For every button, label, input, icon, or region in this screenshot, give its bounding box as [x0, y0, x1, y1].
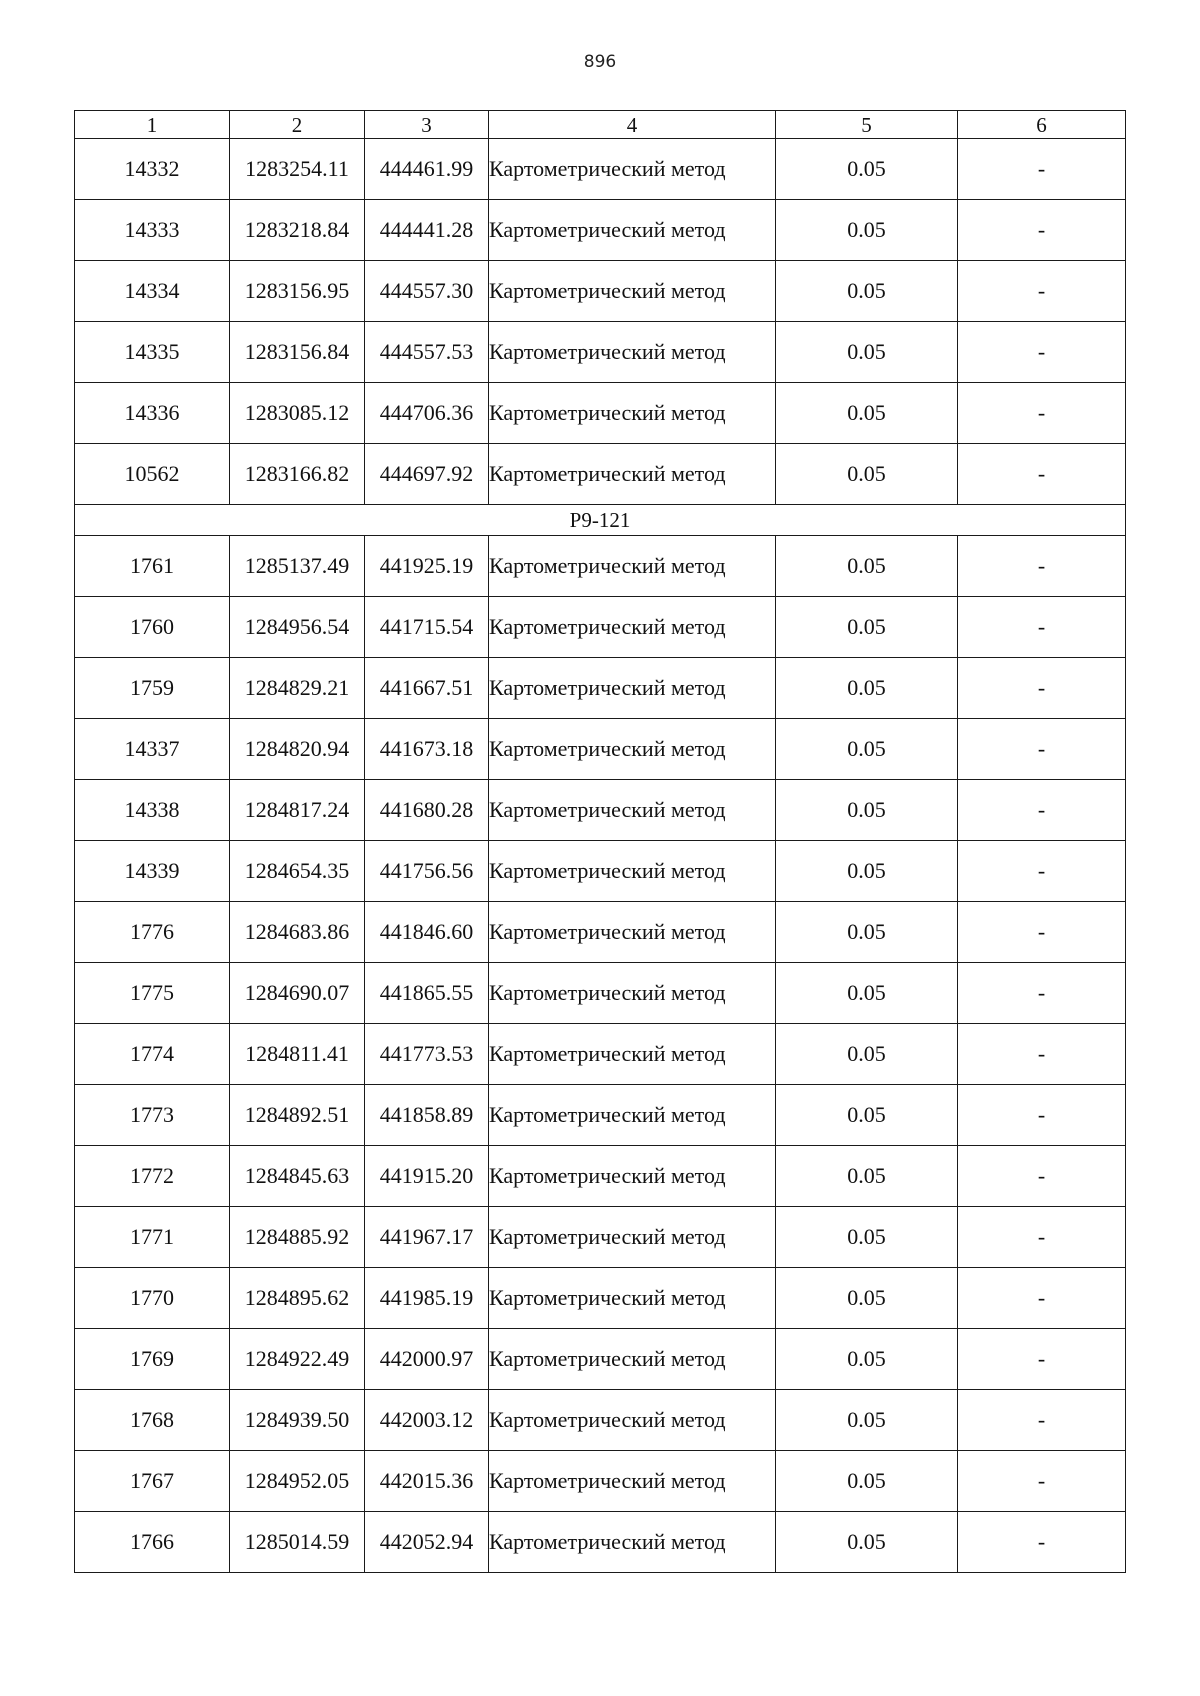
- accuracy-cell: 0.05: [776, 322, 958, 383]
- header-cell-6: 6: [958, 111, 1126, 139]
- accuracy-cell: 0.05: [776, 1207, 958, 1268]
- accuracy-cell: 0.05: [776, 902, 958, 963]
- note-cell: -: [958, 841, 1126, 902]
- x-coordinate-cell: 1284956.54: [230, 597, 365, 658]
- note-cell: -: [958, 1085, 1126, 1146]
- point-number-cell: 1769: [75, 1329, 230, 1390]
- y-coordinate-cell: 441967.17: [365, 1207, 489, 1268]
- point-number-cell: 1767: [75, 1451, 230, 1512]
- table-row: [75, 658, 1126, 719]
- header-cell-1: 1: [75, 111, 230, 139]
- header-cell-3: 3: [365, 111, 489, 139]
- accuracy-cell: 0.05: [776, 1024, 958, 1085]
- accuracy-cell: 0.05: [776, 139, 958, 200]
- table-row: [75, 1207, 1126, 1268]
- coordinates-table: [74, 110, 1126, 1573]
- method-cell: Картометрический метод: [489, 1085, 776, 1146]
- note-cell: -: [958, 200, 1126, 261]
- table-row: [75, 963, 1126, 1024]
- accuracy-cell: 0.05: [776, 597, 958, 658]
- point-number-cell: 1772: [75, 1146, 230, 1207]
- method-cell: Картометрический метод: [489, 597, 776, 658]
- note-cell: -: [958, 719, 1126, 780]
- y-coordinate-cell: 441667.51: [365, 658, 489, 719]
- section-label: Р9-121: [75, 505, 1126, 536]
- method-cell: Картометрический метод: [489, 780, 776, 841]
- method-cell: Картометрический метод: [489, 1024, 776, 1085]
- accuracy-cell: 0.05: [776, 1512, 958, 1573]
- x-coordinate-cell: 1284885.92: [230, 1207, 365, 1268]
- method-cell: Картометрический метод: [489, 719, 776, 780]
- x-coordinate-cell: 1284683.86: [230, 902, 365, 963]
- x-coordinate-cell: 1284829.21: [230, 658, 365, 719]
- method-cell: Картометрический метод: [489, 658, 776, 719]
- x-coordinate-cell: 1284654.35: [230, 841, 365, 902]
- y-coordinate-cell: 442015.36: [365, 1451, 489, 1512]
- note-cell: -: [958, 444, 1126, 505]
- method-cell: Картометрический метод: [489, 902, 776, 963]
- table-row: [75, 1268, 1126, 1329]
- y-coordinate-cell: 441680.28: [365, 780, 489, 841]
- y-coordinate-cell: 441773.53: [365, 1024, 489, 1085]
- note-cell: -: [958, 658, 1126, 719]
- accuracy-cell: 0.05: [776, 1268, 958, 1329]
- x-coordinate-cell: 1283156.95: [230, 261, 365, 322]
- y-coordinate-cell: 441865.55: [365, 963, 489, 1024]
- note-cell: -: [958, 261, 1126, 322]
- y-coordinate-cell: 441925.19: [365, 536, 489, 597]
- y-coordinate-cell: 442052.94: [365, 1512, 489, 1573]
- x-coordinate-cell: 1284690.07: [230, 963, 365, 1024]
- section-row: [75, 505, 1126, 536]
- accuracy-cell: 0.05: [776, 1451, 958, 1512]
- accuracy-cell: 0.05: [776, 1085, 958, 1146]
- table-row: [75, 1390, 1126, 1451]
- x-coordinate-cell: 1284922.49: [230, 1329, 365, 1390]
- table-row: [75, 1329, 1126, 1390]
- method-cell: Картометрический метод: [489, 200, 776, 261]
- y-coordinate-cell: 442000.97: [365, 1329, 489, 1390]
- accuracy-cell: 0.05: [776, 963, 958, 1024]
- point-number-cell: 10562: [75, 444, 230, 505]
- y-coordinate-cell: 441846.60: [365, 902, 489, 963]
- x-coordinate-cell: 1283085.12: [230, 383, 365, 444]
- method-cell: Картометрический метод: [489, 322, 776, 383]
- table-row: [75, 1146, 1126, 1207]
- method-cell: Картометрический метод: [489, 1146, 776, 1207]
- y-coordinate-cell: 444557.30: [365, 261, 489, 322]
- method-cell: Картометрический метод: [489, 963, 776, 1024]
- y-coordinate-cell: 444557.53: [365, 322, 489, 383]
- note-cell: -: [958, 780, 1126, 841]
- note-cell: -: [958, 1268, 1126, 1329]
- method-cell: Картометрический метод: [489, 1268, 776, 1329]
- point-number-cell: 14333: [75, 200, 230, 261]
- y-coordinate-cell: 441715.54: [365, 597, 489, 658]
- x-coordinate-cell: 1284817.24: [230, 780, 365, 841]
- note-cell: -: [958, 1024, 1126, 1085]
- table-row: [75, 1512, 1126, 1573]
- point-number-cell: 1759: [75, 658, 230, 719]
- y-coordinate-cell: 444706.36: [365, 383, 489, 444]
- table-row: [75, 1085, 1126, 1146]
- accuracy-cell: 0.05: [776, 1329, 958, 1390]
- x-coordinate-cell: 1284845.63: [230, 1146, 365, 1207]
- point-number-cell: 1776: [75, 902, 230, 963]
- point-number-cell: 14332: [75, 139, 230, 200]
- x-coordinate-cell: 1283218.84: [230, 200, 365, 261]
- method-cell: Картометрический метод: [489, 1329, 776, 1390]
- point-number-cell: 14338: [75, 780, 230, 841]
- point-number-cell: 1770: [75, 1268, 230, 1329]
- table-row: [75, 902, 1126, 963]
- note-cell: -: [958, 1329, 1126, 1390]
- page-number: 896: [583, 52, 617, 72]
- method-cell: Картометрический метод: [489, 383, 776, 444]
- table-row: [75, 719, 1126, 780]
- y-coordinate-cell: 441985.19: [365, 1268, 489, 1329]
- x-coordinate-cell: 1284811.41: [230, 1024, 365, 1085]
- note-cell: -: [958, 963, 1126, 1024]
- point-number-cell: 1766: [75, 1512, 230, 1573]
- note-cell: -: [958, 1390, 1126, 1451]
- accuracy-cell: 0.05: [776, 444, 958, 505]
- method-cell: Картометрический метод: [489, 139, 776, 200]
- table-row: [75, 841, 1126, 902]
- accuracy-cell: 0.05: [776, 261, 958, 322]
- point-number-cell: 1774: [75, 1024, 230, 1085]
- x-coordinate-cell: 1284820.94: [230, 719, 365, 780]
- method-cell: Картометрический метод: [489, 1512, 776, 1573]
- x-coordinate-cell: 1283166.82: [230, 444, 365, 505]
- x-coordinate-cell: 1284895.62: [230, 1268, 365, 1329]
- note-cell: -: [958, 139, 1126, 200]
- table-row: [75, 200, 1126, 261]
- accuracy-cell: 0.05: [776, 536, 958, 597]
- accuracy-cell: 0.05: [776, 719, 958, 780]
- x-coordinate-cell: 1284892.51: [230, 1085, 365, 1146]
- note-cell: -: [958, 536, 1126, 597]
- x-coordinate-cell: 1284939.50: [230, 1390, 365, 1451]
- table-row: [75, 444, 1126, 505]
- table-row: [75, 597, 1126, 658]
- point-number-cell: 1771: [75, 1207, 230, 1268]
- point-number-cell: 14335: [75, 322, 230, 383]
- note-cell: -: [958, 1512, 1126, 1573]
- point-number-cell: 14336: [75, 383, 230, 444]
- accuracy-cell: 0.05: [776, 780, 958, 841]
- note-cell: -: [958, 1207, 1126, 1268]
- header-cell-4: 4: [489, 111, 776, 139]
- header-cell-2: 2: [230, 111, 365, 139]
- note-cell: -: [958, 383, 1126, 444]
- y-coordinate-cell: 441915.20: [365, 1146, 489, 1207]
- table-row: [75, 536, 1126, 597]
- note-cell: -: [958, 1451, 1126, 1512]
- x-coordinate-cell: 1283254.11: [230, 139, 365, 200]
- y-coordinate-cell: 444697.92: [365, 444, 489, 505]
- method-cell: Картометрический метод: [489, 841, 776, 902]
- accuracy-cell: 0.05: [776, 1146, 958, 1207]
- y-coordinate-cell: 441673.18: [365, 719, 489, 780]
- accuracy-cell: 0.05: [776, 841, 958, 902]
- method-cell: Картометрический метод: [489, 1451, 776, 1512]
- y-coordinate-cell: 442003.12: [365, 1390, 489, 1451]
- point-number-cell: 1773: [75, 1085, 230, 1146]
- x-coordinate-cell: 1284952.05: [230, 1451, 365, 1512]
- point-number-cell: 1775: [75, 963, 230, 1024]
- y-coordinate-cell: 441858.89: [365, 1085, 489, 1146]
- y-coordinate-cell: 444461.99: [365, 139, 489, 200]
- method-cell: Картометрический метод: [489, 444, 776, 505]
- table-row: [75, 139, 1126, 200]
- table-row: [75, 322, 1126, 383]
- note-cell: -: [958, 902, 1126, 963]
- x-coordinate-cell: 1285137.49: [230, 536, 365, 597]
- method-cell: Картометрический метод: [489, 1390, 776, 1451]
- table-row: [75, 780, 1126, 841]
- point-number-cell: 14339: [75, 841, 230, 902]
- table-row: [75, 261, 1126, 322]
- point-number-cell: 1760: [75, 597, 230, 658]
- accuracy-cell: 0.05: [776, 383, 958, 444]
- table-row: [75, 383, 1126, 444]
- x-coordinate-cell: 1283156.84: [230, 322, 365, 383]
- point-number-cell: 1768: [75, 1390, 230, 1451]
- table-header-row: [75, 111, 1126, 139]
- y-coordinate-cell: 444441.28: [365, 200, 489, 261]
- x-coordinate-cell: 1285014.59: [230, 1512, 365, 1573]
- table-row: [75, 1024, 1126, 1085]
- table-body: [75, 111, 1126, 1573]
- point-number-cell: 14334: [75, 261, 230, 322]
- table-row: [75, 1451, 1126, 1512]
- accuracy-cell: 0.05: [776, 658, 958, 719]
- method-cell: Картометрический метод: [489, 1207, 776, 1268]
- note-cell: -: [958, 597, 1126, 658]
- point-number-cell: 1761: [75, 536, 230, 597]
- y-coordinate-cell: 441756.56: [365, 841, 489, 902]
- note-cell: -: [958, 1146, 1126, 1207]
- header-cell-5: 5: [776, 111, 958, 139]
- point-number-cell: 14337: [75, 719, 230, 780]
- method-cell: Картометрический метод: [489, 261, 776, 322]
- accuracy-cell: 0.05: [776, 200, 958, 261]
- accuracy-cell: 0.05: [776, 1390, 958, 1451]
- note-cell: -: [958, 322, 1126, 383]
- method-cell: Картометрический метод: [489, 536, 776, 597]
